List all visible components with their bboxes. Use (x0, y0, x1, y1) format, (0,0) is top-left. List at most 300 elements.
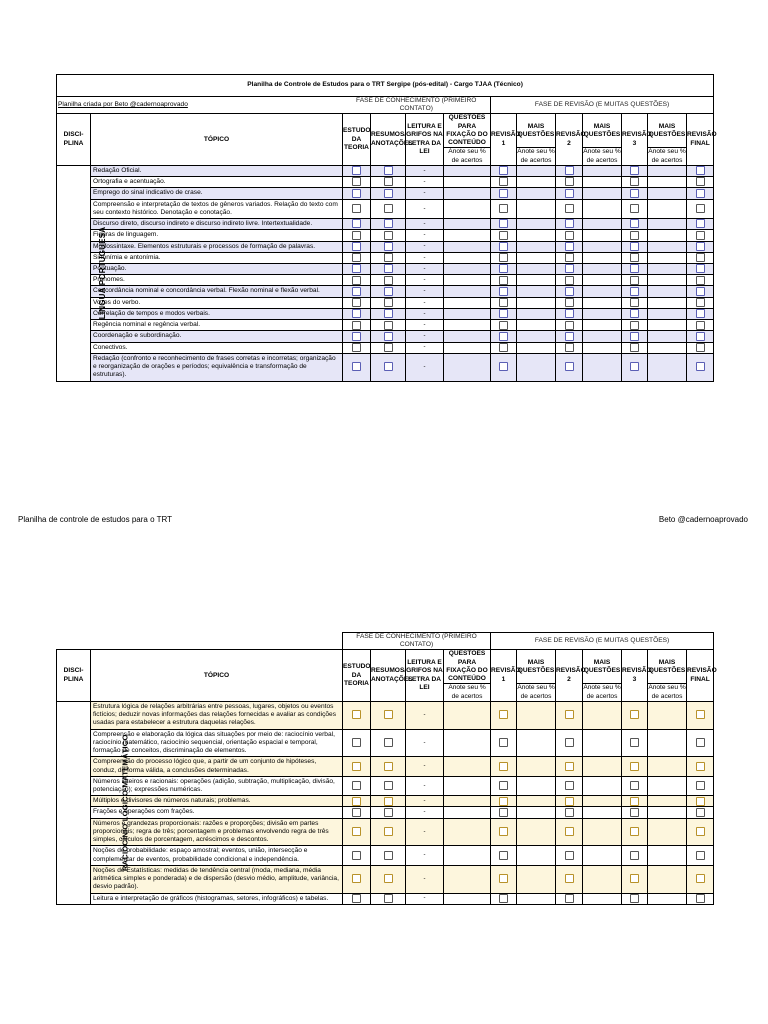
checkbox[interactable] (630, 166, 639, 175)
checkbox[interactable] (565, 797, 574, 806)
revisao-3-checkbox[interactable] (622, 865, 648, 893)
estudo-checkbox[interactable] (343, 177, 371, 188)
checkbox[interactable] (384, 253, 393, 262)
checkbox[interactable] (384, 738, 393, 747)
checkbox[interactable] (696, 276, 705, 285)
revisao-final-checkbox[interactable] (687, 807, 714, 818)
checkbox[interactable] (565, 253, 574, 262)
mais-questoes-2-cell[interactable] (583, 188, 622, 199)
revisao-3-checkbox[interactable] (622, 308, 648, 319)
checkbox[interactable] (630, 781, 639, 790)
mais-questoes-1-cell[interactable] (517, 865, 556, 893)
mais-questoes-3-cell[interactable] (648, 757, 687, 776)
mais-questoes-3-cell[interactable] (648, 701, 687, 729)
mais-questoes-2-cell[interactable] (583, 263, 622, 274)
checkbox[interactable] (696, 177, 705, 186)
checkbox[interactable] (565, 851, 574, 860)
checkbox[interactable] (565, 874, 574, 883)
revisao-final-checkbox[interactable] (687, 342, 714, 353)
checkbox[interactable] (352, 298, 361, 307)
mais-questoes-3-cell[interactable] (648, 818, 687, 846)
revisao-2-checkbox[interactable] (556, 188, 583, 199)
checkbox[interactable] (384, 710, 393, 719)
checkbox[interactable] (384, 287, 393, 296)
checkbox[interactable] (499, 287, 508, 296)
revisao-final-checkbox[interactable] (687, 219, 714, 230)
checkbox[interactable] (565, 177, 574, 186)
resumos-checkbox[interactable] (371, 286, 406, 297)
estudo-checkbox[interactable] (343, 342, 371, 353)
questoes-percent-cell[interactable] (444, 865, 491, 893)
estudo-checkbox[interactable] (343, 757, 371, 776)
checkbox[interactable] (499, 242, 508, 251)
checkbox[interactable] (565, 762, 574, 771)
checkbox[interactable] (499, 827, 508, 836)
mais-questoes-2-cell[interactable] (583, 320, 622, 331)
checkbox[interactable] (384, 204, 393, 213)
checkbox[interactable] (630, 276, 639, 285)
checkbox[interactable] (565, 332, 574, 341)
estudo-checkbox[interactable] (343, 275, 371, 286)
checkbox[interactable] (696, 309, 705, 318)
mais-questoes-2-cell[interactable] (583, 893, 622, 904)
mais-questoes-2-cell[interactable] (583, 342, 622, 353)
questoes-percent-cell[interactable] (444, 297, 491, 308)
resumos-checkbox[interactable] (371, 729, 406, 757)
checkbox[interactable] (499, 808, 508, 817)
checkbox[interactable] (499, 264, 508, 273)
mais-questoes-3-cell[interactable] (648, 865, 687, 893)
resumos-checkbox[interactable] (371, 331, 406, 342)
checkbox[interactable] (499, 874, 508, 883)
estudo-checkbox[interactable] (343, 796, 371, 807)
checkbox[interactable] (696, 298, 705, 307)
mais-questoes-2-cell[interactable] (583, 331, 622, 342)
resumos-checkbox[interactable] (371, 893, 406, 904)
revisao-2-checkbox[interactable] (556, 275, 583, 286)
mais-questoes-2-cell[interactable] (583, 177, 622, 188)
checkbox[interactable] (499, 276, 508, 285)
mais-questoes-3-cell[interactable] (648, 342, 687, 353)
revisao-1-checkbox[interactable] (491, 757, 517, 776)
checkbox[interactable] (630, 321, 639, 330)
checkbox[interactable] (352, 287, 361, 296)
checkbox[interactable] (630, 242, 639, 251)
checkbox[interactable] (499, 851, 508, 860)
mais-questoes-3-cell[interactable] (648, 297, 687, 308)
revisao-final-checkbox[interactable] (687, 297, 714, 308)
checkbox[interactable] (499, 177, 508, 186)
checkbox[interactable] (384, 851, 393, 860)
questoes-percent-cell[interactable] (444, 701, 491, 729)
mais-questoes-1-cell[interactable] (517, 320, 556, 331)
checkbox[interactable] (696, 808, 705, 817)
revisao-2-checkbox[interactable] (556, 252, 583, 263)
checkbox[interactable] (499, 219, 508, 228)
checkbox[interactable] (630, 797, 639, 806)
mais-questoes-2-cell[interactable] (583, 846, 622, 865)
estudo-checkbox[interactable] (343, 252, 371, 263)
resumos-checkbox[interactable] (371, 796, 406, 807)
estudo-checkbox[interactable] (343, 297, 371, 308)
revisao-1-checkbox[interactable] (491, 286, 517, 297)
mais-questoes-1-cell[interactable] (517, 893, 556, 904)
mais-questoes-2-cell[interactable] (583, 729, 622, 757)
mais-questoes-1-cell[interactable] (517, 818, 556, 846)
mais-questoes-3-cell[interactable] (648, 846, 687, 865)
revisao-2-checkbox[interactable] (556, 701, 583, 729)
checkbox[interactable] (696, 797, 705, 806)
questoes-percent-cell[interactable] (444, 818, 491, 846)
revisao-3-checkbox[interactable] (622, 893, 648, 904)
checkbox[interactable] (352, 362, 361, 371)
questoes-percent-cell[interactable] (444, 320, 491, 331)
revisao-1-checkbox[interactable] (491, 893, 517, 904)
estudo-checkbox[interactable] (343, 199, 371, 218)
questoes-percent-cell[interactable] (444, 230, 491, 241)
checkbox[interactable] (384, 781, 393, 790)
questoes-percent-cell[interactable] (444, 308, 491, 319)
resumos-checkbox[interactable] (371, 230, 406, 241)
checkbox[interactable] (696, 287, 705, 296)
revisao-3-checkbox[interactable] (622, 846, 648, 865)
revisao-2-checkbox[interactable] (556, 893, 583, 904)
checkbox[interactable] (630, 343, 639, 352)
revisao-final-checkbox[interactable] (687, 796, 714, 807)
checkbox[interactable] (696, 894, 705, 903)
mais-questoes-2-cell[interactable] (583, 165, 622, 176)
checkbox[interactable] (630, 204, 639, 213)
mais-questoes-1-cell[interactable] (517, 252, 556, 263)
revisao-3-checkbox[interactable] (622, 286, 648, 297)
mais-questoes-1-cell[interactable] (517, 188, 556, 199)
checkbox[interactable] (352, 894, 361, 903)
revisao-3-checkbox[interactable] (622, 241, 648, 252)
checkbox[interactable] (352, 264, 361, 273)
resumos-checkbox[interactable] (371, 757, 406, 776)
mais-questoes-2-cell[interactable] (583, 776, 622, 795)
revisao-1-checkbox[interactable] (491, 818, 517, 846)
mais-questoes-3-cell[interactable] (648, 796, 687, 807)
mais-questoes-2-cell[interactable] (583, 286, 622, 297)
checkbox[interactable] (384, 332, 393, 341)
mais-questoes-2-cell[interactable] (583, 199, 622, 218)
checkbox[interactable] (352, 166, 361, 175)
estudo-checkbox[interactable] (343, 219, 371, 230)
revisao-2-checkbox[interactable] (556, 199, 583, 218)
questoes-percent-cell[interactable] (444, 757, 491, 776)
revisao-2-checkbox[interactable] (556, 286, 583, 297)
checkbox[interactable] (565, 166, 574, 175)
revisao-final-checkbox[interactable] (687, 701, 714, 729)
estudo-checkbox[interactable] (343, 729, 371, 757)
mais-questoes-2-cell[interactable] (583, 308, 622, 319)
checkbox[interactable] (696, 189, 705, 198)
checkbox[interactable] (696, 738, 705, 747)
checkbox[interactable] (565, 808, 574, 817)
estudo-checkbox[interactable] (343, 893, 371, 904)
checkbox[interactable] (352, 231, 361, 240)
revisao-2-checkbox[interactable] (556, 165, 583, 176)
revisao-2-checkbox[interactable] (556, 320, 583, 331)
mais-questoes-1-cell[interactable] (517, 199, 556, 218)
checkbox[interactable] (630, 253, 639, 262)
checkbox[interactable] (565, 362, 574, 371)
checkbox[interactable] (352, 781, 361, 790)
checkbox[interactable] (352, 219, 361, 228)
mais-questoes-2-cell[interactable] (583, 701, 622, 729)
questoes-percent-cell[interactable] (444, 263, 491, 274)
revisao-2-checkbox[interactable] (556, 219, 583, 230)
revisao-1-checkbox[interactable] (491, 701, 517, 729)
questoes-percent-cell[interactable] (444, 893, 491, 904)
checkbox[interactable] (696, 264, 705, 273)
resumos-checkbox[interactable] (371, 818, 406, 846)
checkbox[interactable] (630, 827, 639, 836)
estudo-checkbox[interactable] (343, 846, 371, 865)
mais-questoes-1-cell[interactable] (517, 807, 556, 818)
revisao-3-checkbox[interactable] (622, 252, 648, 263)
revisao-1-checkbox[interactable] (491, 219, 517, 230)
questoes-percent-cell[interactable] (444, 219, 491, 230)
mais-questoes-2-cell[interactable] (583, 275, 622, 286)
revisao-1-checkbox[interactable] (491, 776, 517, 795)
resumos-checkbox[interactable] (371, 865, 406, 893)
resumos-checkbox[interactable] (371, 241, 406, 252)
checkbox[interactable] (630, 177, 639, 186)
revisao-3-checkbox[interactable] (622, 818, 648, 846)
mais-questoes-3-cell[interactable] (648, 729, 687, 757)
checkbox[interactable] (384, 264, 393, 273)
checkbox[interactable] (630, 298, 639, 307)
revisao-1-checkbox[interactable] (491, 297, 517, 308)
checkbox[interactable] (384, 298, 393, 307)
checkbox[interactable] (499, 309, 508, 318)
estudo-checkbox[interactable] (343, 776, 371, 795)
mais-questoes-1-cell[interactable] (517, 177, 556, 188)
estudo-checkbox[interactable] (343, 286, 371, 297)
mais-questoes-1-cell[interactable] (517, 241, 556, 252)
mais-questoes-1-cell[interactable] (517, 275, 556, 286)
checkbox[interactable] (352, 204, 361, 213)
revisao-final-checkbox[interactable] (687, 252, 714, 263)
estudo-checkbox[interactable] (343, 308, 371, 319)
resumos-checkbox[interactable] (371, 252, 406, 263)
revisao-2-checkbox[interactable] (556, 308, 583, 319)
resumos-checkbox[interactable] (371, 342, 406, 353)
checkbox[interactable] (630, 874, 639, 883)
checkbox[interactable] (384, 808, 393, 817)
revisao-2-checkbox[interactable] (556, 342, 583, 353)
checkbox[interactable] (630, 894, 639, 903)
checkbox[interactable] (352, 827, 361, 836)
checkbox[interactable] (384, 343, 393, 352)
checkbox[interactable] (499, 797, 508, 806)
checkbox[interactable] (499, 298, 508, 307)
estudo-checkbox[interactable] (343, 263, 371, 274)
estudo-checkbox[interactable] (343, 818, 371, 846)
checkbox[interactable] (352, 189, 361, 198)
revisao-1-checkbox[interactable] (491, 275, 517, 286)
resumos-checkbox[interactable] (371, 219, 406, 230)
checkbox[interactable] (696, 851, 705, 860)
revisao-final-checkbox[interactable] (687, 776, 714, 795)
revisao-final-checkbox[interactable] (687, 165, 714, 176)
revisao-final-checkbox[interactable] (687, 893, 714, 904)
checkbox[interactable] (499, 738, 508, 747)
checkbox[interactable] (352, 797, 361, 806)
mais-questoes-1-cell[interactable] (517, 342, 556, 353)
checkbox[interactable] (352, 242, 361, 251)
estudo-checkbox[interactable] (343, 241, 371, 252)
checkbox[interactable] (352, 332, 361, 341)
checkbox[interactable] (352, 177, 361, 186)
revisao-2-checkbox[interactable] (556, 776, 583, 795)
estudo-checkbox[interactable] (343, 701, 371, 729)
mais-questoes-3-cell[interactable] (648, 241, 687, 252)
checkbox[interactable] (630, 738, 639, 747)
revisao-1-checkbox[interactable] (491, 807, 517, 818)
checkbox[interactable] (352, 808, 361, 817)
checkbox[interactable] (565, 189, 574, 198)
resumos-checkbox[interactable] (371, 177, 406, 188)
questoes-percent-cell[interactable] (444, 331, 491, 342)
checkbox[interactable] (384, 189, 393, 198)
questoes-percent-cell[interactable] (444, 286, 491, 297)
checkbox[interactable] (384, 231, 393, 240)
revisao-final-checkbox[interactable] (687, 188, 714, 199)
resumos-checkbox[interactable] (371, 320, 406, 331)
resumos-checkbox[interactable] (371, 353, 406, 381)
checkbox[interactable] (696, 827, 705, 836)
checkbox[interactable] (565, 231, 574, 240)
checkbox[interactable] (565, 298, 574, 307)
questoes-percent-cell[interactable] (444, 796, 491, 807)
revisao-3-checkbox[interactable] (622, 331, 648, 342)
revisao-3-checkbox[interactable] (622, 776, 648, 795)
checkbox[interactable] (696, 710, 705, 719)
checkbox[interactable] (630, 264, 639, 273)
mais-questoes-1-cell[interactable] (517, 165, 556, 176)
revisao-1-checkbox[interactable] (491, 308, 517, 319)
checkbox[interactable] (499, 762, 508, 771)
revisao-2-checkbox[interactable] (556, 757, 583, 776)
mais-questoes-3-cell[interactable] (648, 331, 687, 342)
checkbox[interactable] (384, 797, 393, 806)
mais-questoes-2-cell[interactable] (583, 252, 622, 263)
revisao-1-checkbox[interactable] (491, 230, 517, 241)
revisao-1-checkbox[interactable] (491, 796, 517, 807)
checkbox[interactable] (384, 874, 393, 883)
questoes-percent-cell[interactable] (444, 165, 491, 176)
checkbox[interactable] (352, 851, 361, 860)
checkbox[interactable] (499, 343, 508, 352)
questoes-percent-cell[interactable] (444, 188, 491, 199)
revisao-3-checkbox[interactable] (622, 796, 648, 807)
mais-questoes-3-cell[interactable] (648, 188, 687, 199)
checkbox[interactable] (565, 309, 574, 318)
revisao-1-checkbox[interactable] (491, 353, 517, 381)
revisao-1-checkbox[interactable] (491, 865, 517, 893)
mais-questoes-3-cell[interactable] (648, 776, 687, 795)
revisao-2-checkbox[interactable] (556, 865, 583, 893)
mais-questoes-3-cell[interactable] (648, 320, 687, 331)
revisao-1-checkbox[interactable] (491, 241, 517, 252)
resumos-checkbox[interactable] (371, 199, 406, 218)
checkbox[interactable] (565, 219, 574, 228)
checkbox[interactable] (565, 343, 574, 352)
mais-questoes-2-cell[interactable] (583, 230, 622, 241)
mais-questoes-2-cell[interactable] (583, 219, 622, 230)
revisao-2-checkbox[interactable] (556, 263, 583, 274)
checkbox[interactable] (352, 309, 361, 318)
revisao-2-checkbox[interactable] (556, 796, 583, 807)
questoes-percent-cell[interactable] (444, 807, 491, 818)
estudo-checkbox[interactable] (343, 188, 371, 199)
revisao-final-checkbox[interactable] (687, 846, 714, 865)
questoes-percent-cell[interactable] (444, 776, 491, 795)
mais-questoes-1-cell[interactable] (517, 757, 556, 776)
revisao-2-checkbox[interactable] (556, 353, 583, 381)
checkbox[interactable] (499, 253, 508, 262)
checkbox[interactable] (384, 219, 393, 228)
resumos-checkbox[interactable] (371, 846, 406, 865)
revisao-final-checkbox[interactable] (687, 230, 714, 241)
revisao-2-checkbox[interactable] (556, 818, 583, 846)
estudo-checkbox[interactable] (343, 865, 371, 893)
checkbox[interactable] (565, 264, 574, 273)
revisao-3-checkbox[interactable] (622, 263, 648, 274)
resumos-checkbox[interactable] (371, 165, 406, 176)
questoes-percent-cell[interactable] (444, 177, 491, 188)
mais-questoes-1-cell[interactable] (517, 297, 556, 308)
mais-questoes-2-cell[interactable] (583, 865, 622, 893)
questoes-percent-cell[interactable] (444, 342, 491, 353)
mais-questoes-3-cell[interactable] (648, 893, 687, 904)
resumos-checkbox[interactable] (371, 188, 406, 199)
mais-questoes-2-cell[interactable] (583, 353, 622, 381)
revisao-1-checkbox[interactable] (491, 263, 517, 274)
revisao-2-checkbox[interactable] (556, 846, 583, 865)
revisao-final-checkbox[interactable] (687, 177, 714, 188)
estudo-checkbox[interactable] (343, 353, 371, 381)
revisao-3-checkbox[interactable] (622, 757, 648, 776)
checkbox[interactable] (565, 738, 574, 747)
revisao-final-checkbox[interactable] (687, 308, 714, 319)
checkbox[interactable] (384, 894, 393, 903)
mais-questoes-3-cell[interactable] (648, 286, 687, 297)
resumos-checkbox[interactable] (371, 701, 406, 729)
checkbox[interactable] (565, 827, 574, 836)
checkbox[interactable] (696, 231, 705, 240)
resumos-checkbox[interactable] (371, 308, 406, 319)
revisao-1-checkbox[interactable] (491, 165, 517, 176)
resumos-checkbox[interactable] (371, 807, 406, 818)
mais-questoes-3-cell[interactable] (648, 219, 687, 230)
revisao-1-checkbox[interactable] (491, 331, 517, 342)
checkbox[interactable] (352, 343, 361, 352)
revisao-final-checkbox[interactable] (687, 241, 714, 252)
checkbox[interactable] (384, 177, 393, 186)
revisao-1-checkbox[interactable] (491, 342, 517, 353)
questoes-percent-cell[interactable] (444, 846, 491, 865)
revisao-final-checkbox[interactable] (687, 331, 714, 342)
resumos-checkbox[interactable] (371, 776, 406, 795)
checkbox[interactable] (630, 762, 639, 771)
checkbox[interactable] (384, 242, 393, 251)
resumos-checkbox[interactable] (371, 263, 406, 274)
resumos-checkbox[interactable] (371, 297, 406, 308)
